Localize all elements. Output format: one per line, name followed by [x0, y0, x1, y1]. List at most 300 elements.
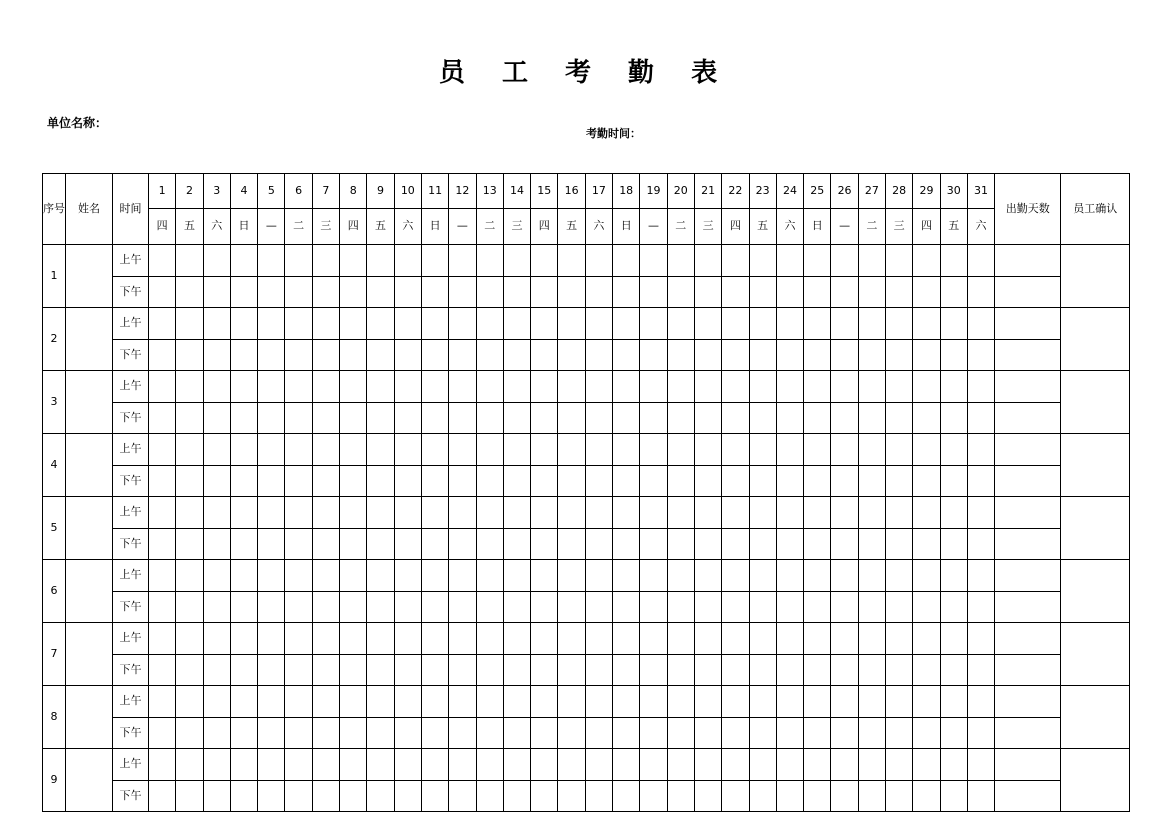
attendance-cell[interactable] — [449, 403, 476, 434]
attendance-cell[interactable] — [694, 371, 721, 403]
attendance-cell[interactable] — [394, 371, 421, 403]
attendance-cell[interactable] — [804, 434, 831, 466]
attendance-cell[interactable] — [285, 308, 312, 340]
attendance-days-cell[interactable] — [995, 497, 1061, 529]
attendance-cell[interactable] — [749, 466, 776, 497]
name-cell[interactable] — [66, 371, 113, 434]
attendance-cell[interactable] — [176, 686, 203, 718]
attendance-cell[interactable] — [858, 466, 885, 497]
name-cell[interactable] — [66, 497, 113, 560]
attendance-cell[interactable] — [694, 592, 721, 623]
attendance-cell[interactable] — [503, 371, 530, 403]
attendance-cell[interactable] — [749, 245, 776, 277]
attendance-cell[interactable] — [230, 686, 257, 718]
attendance-cell[interactable] — [585, 245, 612, 277]
attendance-cell[interactable] — [776, 340, 803, 371]
employee-confirm-cell[interactable] — [1061, 749, 1130, 812]
attendance-cell[interactable] — [749, 749, 776, 781]
employee-confirm-cell[interactable] — [1061, 623, 1130, 686]
attendance-cell[interactable] — [531, 655, 558, 686]
attendance-cell[interactable] — [230, 277, 257, 308]
employee-confirm-cell[interactable] — [1061, 245, 1130, 308]
attendance-cell[interactable] — [176, 497, 203, 529]
attendance-cell[interactable] — [449, 434, 476, 466]
attendance-cell[interactable] — [613, 308, 640, 340]
attendance-cell[interactable] — [285, 655, 312, 686]
attendance-cell[interactable] — [858, 308, 885, 340]
attendance-cell[interactable] — [176, 308, 203, 340]
attendance-cell[interactable] — [531, 718, 558, 749]
attendance-cell[interactable] — [585, 403, 612, 434]
attendance-days-cell[interactable] — [995, 466, 1061, 497]
attendance-cell[interactable] — [503, 245, 530, 277]
attendance-cell[interactable] — [367, 623, 394, 655]
attendance-cell[interactable] — [203, 592, 230, 623]
attendance-cell[interactable] — [585, 340, 612, 371]
attendance-cell[interactable] — [230, 403, 257, 434]
attendance-cell[interactable] — [613, 560, 640, 592]
attendance-cell[interactable] — [776, 749, 803, 781]
attendance-cell[interactable] — [776, 403, 803, 434]
attendance-cell[interactable] — [203, 560, 230, 592]
attendance-cell[interactable] — [722, 371, 749, 403]
attendance-cell[interactable] — [394, 434, 421, 466]
attendance-cell[interactable] — [312, 340, 339, 371]
attendance-cell[interactable] — [258, 497, 285, 529]
attendance-cell[interactable] — [831, 655, 858, 686]
attendance-cell[interactable] — [804, 245, 831, 277]
attendance-cell[interactable] — [667, 655, 694, 686]
attendance-cell[interactable] — [503, 655, 530, 686]
attendance-cell[interactable] — [694, 434, 721, 466]
attendance-cell[interactable] — [558, 655, 585, 686]
attendance-cell[interactable] — [940, 560, 967, 592]
attendance-cell[interactable] — [776, 781, 803, 812]
attendance-cell[interactable] — [694, 686, 721, 718]
attendance-cell[interactable] — [640, 308, 667, 340]
attendance-cell[interactable] — [449, 371, 476, 403]
attendance-cell[interactable] — [886, 371, 913, 403]
attendance-cell[interactable] — [613, 686, 640, 718]
attendance-cell[interactable] — [421, 371, 448, 403]
attendance-cell[interactable] — [886, 749, 913, 781]
attendance-cell[interactable] — [749, 718, 776, 749]
attendance-cell[interactable] — [367, 371, 394, 403]
attendance-cell[interactable] — [940, 749, 967, 781]
attendance-cell[interactable] — [886, 277, 913, 308]
attendance-cell[interactable] — [367, 781, 394, 812]
attendance-cell[interactable] — [176, 277, 203, 308]
attendance-cell[interactable] — [858, 340, 885, 371]
attendance-cell[interactable] — [340, 466, 367, 497]
attendance-cell[interactable] — [749, 277, 776, 308]
attendance-cell[interactable] — [640, 497, 667, 529]
attendance-cell[interactable] — [886, 340, 913, 371]
attendance-cell[interactable] — [285, 403, 312, 434]
attendance-cell[interactable] — [749, 434, 776, 466]
attendance-cell[interactable] — [531, 497, 558, 529]
attendance-cell[interactable] — [694, 718, 721, 749]
attendance-cell[interactable] — [940, 781, 967, 812]
attendance-cell[interactable] — [149, 245, 176, 277]
attendance-cell[interactable] — [340, 371, 367, 403]
attendance-cell[interactable] — [558, 403, 585, 434]
attendance-cell[interactable] — [367, 560, 394, 592]
attendance-cell[interactable] — [967, 655, 994, 686]
attendance-cell[interactable] — [394, 497, 421, 529]
attendance-cell[interactable] — [776, 245, 803, 277]
attendance-cell[interactable] — [831, 466, 858, 497]
attendance-cell[interactable] — [149, 718, 176, 749]
attendance-cell[interactable] — [203, 403, 230, 434]
attendance-cell[interactable] — [585, 277, 612, 308]
attendance-cell[interactable] — [149, 592, 176, 623]
attendance-cell[interactable] — [722, 655, 749, 686]
attendance-cell[interactable] — [476, 529, 503, 560]
attendance-cell[interactable] — [858, 781, 885, 812]
attendance-cell[interactable] — [476, 308, 503, 340]
employee-confirm-cell[interactable] — [1061, 560, 1130, 623]
attendance-cell[interactable] — [421, 560, 448, 592]
attendance-cell[interactable] — [421, 403, 448, 434]
attendance-cell[interactable] — [722, 497, 749, 529]
attendance-cell[interactable] — [367, 529, 394, 560]
attendance-cell[interactable] — [913, 277, 940, 308]
attendance-cell[interactable] — [804, 623, 831, 655]
attendance-cell[interactable] — [585, 371, 612, 403]
attendance-cell[interactable] — [176, 434, 203, 466]
attendance-cell[interactable] — [913, 592, 940, 623]
attendance-cell[interactable] — [449, 655, 476, 686]
attendance-cell[interactable] — [804, 277, 831, 308]
attendance-cell[interactable] — [967, 749, 994, 781]
attendance-cell[interactable] — [913, 781, 940, 812]
attendance-cell[interactable] — [285, 497, 312, 529]
attendance-cell[interactable] — [722, 403, 749, 434]
attendance-cell[interactable] — [340, 560, 367, 592]
attendance-cell[interactable] — [558, 718, 585, 749]
attendance-cell[interactable] — [940, 371, 967, 403]
attendance-cell[interactable] — [394, 529, 421, 560]
attendance-cell[interactable] — [940, 718, 967, 749]
attendance-cell[interactable] — [886, 403, 913, 434]
attendance-cell[interactable] — [503, 434, 530, 466]
attendance-cell[interactable] — [585, 434, 612, 466]
attendance-cell[interactable] — [285, 560, 312, 592]
attendance-cell[interactable] — [149, 623, 176, 655]
attendance-cell[interactable] — [503, 529, 530, 560]
attendance-cell[interactable] — [285, 718, 312, 749]
attendance-cell[interactable] — [285, 781, 312, 812]
attendance-cell[interactable] — [312, 749, 339, 781]
attendance-cell[interactable] — [886, 781, 913, 812]
attendance-cell[interactable] — [858, 403, 885, 434]
attendance-cell[interactable] — [531, 340, 558, 371]
attendance-cell[interactable] — [476, 749, 503, 781]
attendance-cell[interactable] — [476, 245, 503, 277]
attendance-cell[interactable] — [203, 308, 230, 340]
attendance-cell[interactable] — [476, 340, 503, 371]
attendance-cell[interactable] — [886, 592, 913, 623]
attendance-cell[interactable] — [531, 308, 558, 340]
attendance-cell[interactable] — [722, 340, 749, 371]
attendance-cell[interactable] — [531, 686, 558, 718]
attendance-cell[interactable] — [312, 403, 339, 434]
attendance-cell[interactable] — [449, 340, 476, 371]
attendance-cell[interactable] — [203, 340, 230, 371]
attendance-cell[interactable] — [203, 529, 230, 560]
attendance-cell[interactable] — [558, 749, 585, 781]
attendance-cell[interactable] — [831, 781, 858, 812]
attendance-cell[interactable] — [831, 308, 858, 340]
attendance-cell[interactable] — [258, 560, 285, 592]
attendance-cell[interactable] — [503, 686, 530, 718]
attendance-cell[interactable] — [831, 560, 858, 592]
attendance-cell[interactable] — [940, 623, 967, 655]
attendance-cell[interactable] — [858, 749, 885, 781]
attendance-cell[interactable] — [258, 686, 285, 718]
attendance-cell[interactable] — [640, 529, 667, 560]
attendance-cell[interactable] — [913, 308, 940, 340]
attendance-cell[interactable] — [694, 403, 721, 434]
attendance-cell[interactable] — [503, 277, 530, 308]
attendance-cell[interactable] — [449, 466, 476, 497]
attendance-cell[interactable] — [503, 560, 530, 592]
attendance-cell[interactable] — [558, 277, 585, 308]
attendance-cell[interactable] — [149, 308, 176, 340]
attendance-cell[interactable] — [421, 245, 448, 277]
attendance-cell[interactable] — [531, 560, 558, 592]
attendance-cell[interactable] — [476, 277, 503, 308]
attendance-cell[interactable] — [312, 466, 339, 497]
attendance-cell[interactable] — [230, 371, 257, 403]
attendance-cell[interactable] — [531, 466, 558, 497]
attendance-cell[interactable] — [804, 308, 831, 340]
attendance-cell[interactable] — [831, 749, 858, 781]
attendance-cell[interactable] — [640, 466, 667, 497]
attendance-days-cell[interactable] — [995, 623, 1061, 655]
attendance-cell[interactable] — [203, 749, 230, 781]
attendance-cell[interactable] — [804, 403, 831, 434]
attendance-cell[interactable] — [640, 655, 667, 686]
attendance-cell[interactable] — [940, 308, 967, 340]
attendance-cell[interactable] — [940, 497, 967, 529]
attendance-cell[interactable] — [694, 655, 721, 686]
attendance-cell[interactable] — [312, 497, 339, 529]
attendance-cell[interactable] — [149, 686, 176, 718]
attendance-cell[interactable] — [258, 434, 285, 466]
attendance-cell[interactable] — [285, 371, 312, 403]
attendance-cell[interactable] — [776, 592, 803, 623]
attendance-cell[interactable] — [258, 623, 285, 655]
attendance-cell[interactable] — [394, 718, 421, 749]
attendance-days-cell[interactable] — [995, 340, 1061, 371]
attendance-cell[interactable] — [749, 592, 776, 623]
employee-confirm-cell[interactable] — [1061, 308, 1130, 371]
attendance-cell[interactable] — [967, 308, 994, 340]
attendance-cell[interactable] — [722, 529, 749, 560]
attendance-cell[interactable] — [367, 403, 394, 434]
attendance-cell[interactable] — [149, 277, 176, 308]
attendance-cell[interactable] — [804, 466, 831, 497]
attendance-cell[interactable] — [503, 749, 530, 781]
attendance-cell[interactable] — [176, 245, 203, 277]
attendance-cell[interactable] — [503, 781, 530, 812]
attendance-cell[interactable] — [258, 371, 285, 403]
attendance-cell[interactable] — [913, 749, 940, 781]
attendance-cell[interactable] — [312, 245, 339, 277]
attendance-cell[interactable] — [230, 497, 257, 529]
attendance-cell[interactable] — [667, 371, 694, 403]
attendance-cell[interactable] — [749, 403, 776, 434]
attendance-cell[interactable] — [476, 560, 503, 592]
attendance-cell[interactable] — [421, 340, 448, 371]
attendance-cell[interactable] — [831, 592, 858, 623]
attendance-cell[interactable] — [340, 308, 367, 340]
attendance-cell[interactable] — [613, 592, 640, 623]
attendance-cell[interactable] — [585, 592, 612, 623]
attendance-cell[interactable] — [913, 718, 940, 749]
attendance-cell[interactable] — [776, 277, 803, 308]
attendance-cell[interactable] — [667, 403, 694, 434]
attendance-cell[interactable] — [558, 371, 585, 403]
attendance-cell[interactable] — [149, 466, 176, 497]
attendance-cell[interactable] — [367, 592, 394, 623]
attendance-cell[interactable] — [667, 686, 694, 718]
attendance-cell[interactable] — [258, 403, 285, 434]
attendance-cell[interactable] — [749, 308, 776, 340]
attendance-cell[interactable] — [831, 371, 858, 403]
attendance-cell[interactable] — [749, 560, 776, 592]
attendance-cell[interactable] — [149, 529, 176, 560]
attendance-cell[interactable] — [640, 340, 667, 371]
attendance-cell[interactable] — [858, 623, 885, 655]
attendance-cell[interactable] — [421, 434, 448, 466]
attendance-cell[interactable] — [858, 686, 885, 718]
attendance-cell[interactable] — [394, 245, 421, 277]
attendance-cell[interactable] — [476, 371, 503, 403]
attendance-cell[interactable] — [230, 749, 257, 781]
attendance-cell[interactable] — [640, 781, 667, 812]
attendance-cell[interactable] — [503, 497, 530, 529]
attendance-cell[interactable] — [694, 781, 721, 812]
attendance-cell[interactable] — [149, 403, 176, 434]
attendance-cell[interactable] — [967, 781, 994, 812]
attendance-cell[interactable] — [367, 466, 394, 497]
attendance-cell[interactable] — [394, 655, 421, 686]
attendance-cell[interactable] — [640, 277, 667, 308]
attendance-cell[interactable] — [585, 466, 612, 497]
attendance-cell[interactable] — [285, 466, 312, 497]
attendance-cell[interactable] — [367, 277, 394, 308]
attendance-cell[interactable] — [667, 749, 694, 781]
attendance-cell[interactable] — [203, 434, 230, 466]
attendance-cell[interactable] — [967, 277, 994, 308]
attendance-cell[interactable] — [667, 434, 694, 466]
attendance-cell[interactable] — [749, 623, 776, 655]
attendance-cell[interactable] — [421, 308, 448, 340]
attendance-cell[interactable] — [394, 277, 421, 308]
attendance-cell[interactable] — [558, 623, 585, 655]
attendance-cell[interactable] — [176, 371, 203, 403]
attendance-cell[interactable] — [722, 466, 749, 497]
attendance-cell[interactable] — [340, 277, 367, 308]
attendance-cell[interactable] — [886, 308, 913, 340]
attendance-cell[interactable] — [531, 623, 558, 655]
attendance-cell[interactable] — [476, 655, 503, 686]
attendance-cell[interactable] — [176, 529, 203, 560]
attendance-cell[interactable] — [776, 308, 803, 340]
attendance-cell[interactable] — [230, 592, 257, 623]
attendance-cell[interactable] — [230, 781, 257, 812]
attendance-cell[interactable] — [503, 403, 530, 434]
employee-confirm-cell[interactable] — [1061, 434, 1130, 497]
attendance-cell[interactable] — [940, 529, 967, 560]
attendance-cell[interactable] — [967, 245, 994, 277]
attendance-cell[interactable] — [913, 686, 940, 718]
attendance-cell[interactable] — [394, 466, 421, 497]
attendance-days-cell[interactable] — [995, 781, 1061, 812]
attendance-days-cell[interactable] — [995, 718, 1061, 749]
attendance-cell[interactable] — [421, 466, 448, 497]
attendance-cell[interactable] — [967, 434, 994, 466]
attendance-cell[interactable] — [476, 718, 503, 749]
attendance-cell[interactable] — [640, 403, 667, 434]
attendance-cell[interactable] — [913, 245, 940, 277]
attendance-cell[interactable] — [149, 371, 176, 403]
attendance-cell[interactable] — [667, 245, 694, 277]
attendance-cell[interactable] — [613, 623, 640, 655]
attendance-cell[interactable] — [831, 529, 858, 560]
attendance-cell[interactable] — [694, 466, 721, 497]
attendance-cell[interactable] — [967, 466, 994, 497]
attendance-cell[interactable] — [667, 781, 694, 812]
attendance-cell[interactable] — [149, 560, 176, 592]
attendance-cell[interactable] — [449, 560, 476, 592]
attendance-cell[interactable] — [203, 466, 230, 497]
attendance-cell[interactable] — [340, 529, 367, 560]
attendance-cell[interactable] — [913, 529, 940, 560]
attendance-cell[interactable] — [340, 245, 367, 277]
attendance-cell[interactable] — [285, 434, 312, 466]
attendance-cell[interactable] — [694, 340, 721, 371]
attendance-cell[interactable] — [285, 749, 312, 781]
attendance-days-cell[interactable] — [995, 749, 1061, 781]
attendance-cell[interactable] — [421, 623, 448, 655]
attendance-cell[interactable] — [858, 529, 885, 560]
attendance-cell[interactable] — [667, 592, 694, 623]
attendance-cell[interactable] — [722, 718, 749, 749]
attendance-cell[interactable] — [449, 623, 476, 655]
attendance-cell[interactable] — [340, 749, 367, 781]
attendance-cell[interactable] — [967, 529, 994, 560]
attendance-cell[interactable] — [667, 308, 694, 340]
attendance-cell[interactable] — [558, 592, 585, 623]
attendance-cell[interactable] — [613, 718, 640, 749]
attendance-cell[interactable] — [858, 371, 885, 403]
attendance-cell[interactable] — [476, 623, 503, 655]
attendance-cell[interactable] — [176, 749, 203, 781]
attendance-cell[interactable] — [858, 592, 885, 623]
attendance-cell[interactable] — [585, 781, 612, 812]
attendance-cell[interactable] — [776, 466, 803, 497]
attendance-cell[interactable] — [531, 592, 558, 623]
attendance-cell[interactable] — [913, 434, 940, 466]
attendance-cell[interactable] — [967, 497, 994, 529]
attendance-days-cell[interactable] — [995, 308, 1061, 340]
attendance-cell[interactable] — [531, 371, 558, 403]
attendance-cell[interactable] — [394, 403, 421, 434]
